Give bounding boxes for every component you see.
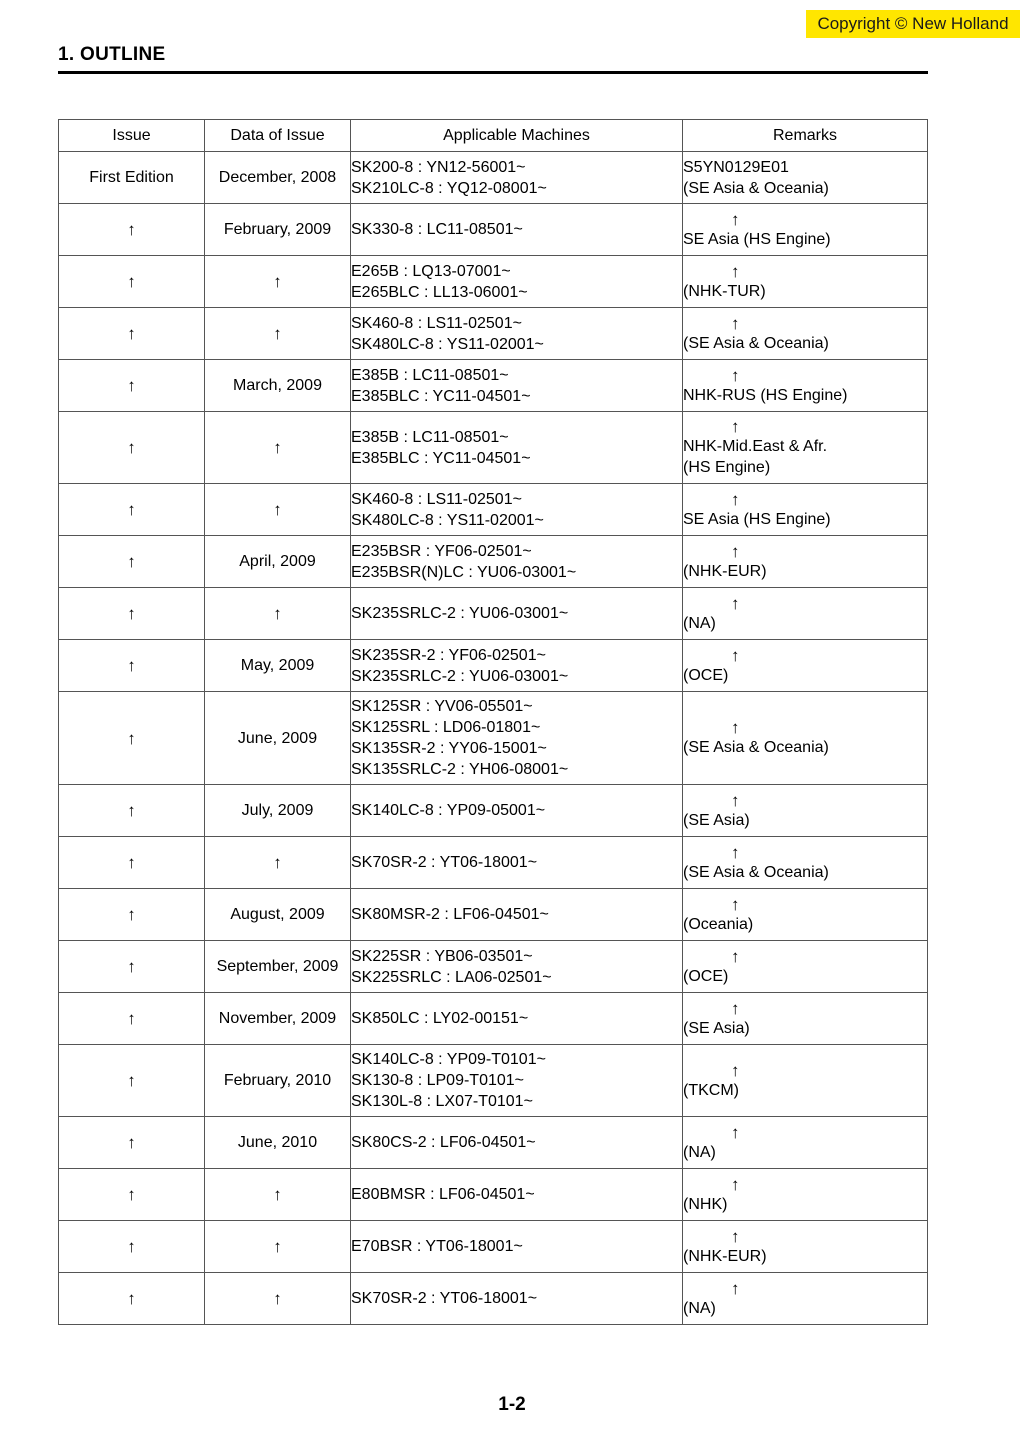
cell-issue <box>59 152 205 204</box>
machine-serial-line: E385BLC : YC11-04501~ <box>351 387 531 405</box>
same-as-above-arrow: ↑ <box>731 1174 740 1194</box>
machine-serial-line: SK225SR : YB06-03501~ <box>351 947 533 965</box>
cell-issue <box>59 692 205 785</box>
cell-remarks <box>683 1045 928 1117</box>
date-text: February, 2010 <box>223 1072 332 1089</box>
remark-line: (NHK) <box>683 1195 728 1213</box>
machine-serial-line: SK235SR-2 : YF06-02501~ <box>351 646 546 664</box>
same-as-above-arrow: ↑ <box>731 842 740 862</box>
table-row <box>59 536 928 588</box>
same-as-above-arrow: ↑ <box>127 500 136 519</box>
cell-applicable-machines <box>351 152 683 204</box>
remark-line: (NHK-EUR) <box>683 1247 767 1265</box>
same-as-above-arrow: ↑ <box>127 1133 136 1152</box>
machine-serial-line: SK135SR-2 : YY06-15001~ <box>351 740 547 757</box>
remark-line: (NA) <box>683 614 716 632</box>
same-as-above-arrow: ↑ <box>731 417 740 436</box>
cell-date-of-issue <box>205 204 351 256</box>
cell-issue <box>59 889 205 941</box>
same-as-above-arrow: ↑ <box>127 376 136 395</box>
cell-applicable-machines <box>351 640 683 692</box>
table-header-row <box>59 120 928 152</box>
same-as-above-arrow: ↑ <box>127 1185 136 1204</box>
cell-remarks <box>683 941 928 993</box>
cell-date-of-issue <box>205 692 351 785</box>
cell-remarks <box>683 640 928 692</box>
cell-remarks <box>683 412 928 484</box>
machine-serial-line: SK850LC : LY02-00151~ <box>351 1010 529 1027</box>
cell-date-of-issue <box>205 412 351 484</box>
same-as-above-arrow: ↑ <box>273 1237 282 1256</box>
cell-applicable-machines <box>351 785 683 837</box>
cell-remarks <box>683 692 928 785</box>
date-text: June, 2010 <box>237 1134 318 1151</box>
same-as-above-arrow: ↑ <box>731 313 740 333</box>
machine-serial-line: SK140LC-8 : YP09-05001~ <box>351 802 546 819</box>
same-as-above-arrow: ↑ <box>731 1226 740 1246</box>
table-row <box>59 1273 928 1325</box>
cell-date-of-issue <box>205 1169 351 1221</box>
table-row <box>59 588 928 640</box>
same-as-above-arrow: ↑ <box>731 209 740 229</box>
same-as-above-arrow: ↑ <box>731 1278 740 1298</box>
issue-history-table <box>58 119 928 1325</box>
machine-serial-line: SK460-8 : LS11-02501~ <box>351 490 522 508</box>
cell-applicable-machines <box>351 692 683 785</box>
machine-serial-line: SK135SRLC-2 : YH06-08001~ <box>351 761 569 778</box>
table-row <box>59 640 928 692</box>
cell-applicable-machines <box>351 1117 683 1169</box>
cell-remarks <box>683 889 928 941</box>
cell-date-of-issue <box>205 1117 351 1169</box>
same-as-above-arrow: ↑ <box>127 220 136 239</box>
same-as-above-arrow: ↑ <box>273 500 282 519</box>
cell-issue <box>59 1221 205 1273</box>
machine-serial-line: SK70SR-2 : YT06-18001~ <box>351 1290 538 1307</box>
cell-applicable-machines <box>351 256 683 308</box>
machine-serial-line: SK210LC-8 : YQ12-08001~ <box>351 179 547 197</box>
cell-date-of-issue <box>205 484 351 536</box>
table-row <box>59 1117 928 1169</box>
cell-issue <box>59 1045 205 1117</box>
cell-remarks <box>683 588 928 640</box>
cell-date-of-issue <box>205 536 351 588</box>
machine-serial-line: SK200-8 : YN12-56001~ <box>351 158 526 176</box>
same-as-above-arrow: ↑ <box>273 1289 282 1308</box>
cell-date-of-issue <box>205 1045 351 1117</box>
remark-line: NHK-Mid.East & Afr. <box>683 438 828 455</box>
date-text: July, 2009 <box>241 802 314 819</box>
table-row <box>59 692 928 785</box>
same-as-above-arrow: ↑ <box>127 905 136 924</box>
cell-remarks <box>683 1169 928 1221</box>
cell-remarks <box>683 204 928 256</box>
table-row <box>59 993 928 1045</box>
remark-line: SE Asia (HS Engine) <box>683 510 831 528</box>
cell-date-of-issue <box>205 1273 351 1325</box>
machine-serial-line: SK125SR : YV06-05501~ <box>351 698 533 715</box>
same-as-above-arrow: ↑ <box>273 438 282 457</box>
same-as-above-arrow: ↑ <box>127 1071 136 1090</box>
page-number: 1-2 <box>498 1394 526 1415</box>
table-row <box>59 889 928 941</box>
cell-applicable-machines <box>351 536 683 588</box>
machine-serial-line: E235BSR(N)LC : YU06-03001~ <box>351 563 577 581</box>
cell-date-of-issue <box>205 941 351 993</box>
date-text: November, 2009 <box>218 1010 337 1027</box>
cell-date-of-issue <box>205 785 351 837</box>
issue-text: First Edition <box>89 169 174 186</box>
same-as-above-arrow: ↑ <box>731 1122 740 1142</box>
same-as-above-arrow: ↑ <box>127 272 136 291</box>
cell-remarks <box>683 785 928 837</box>
remark-line: (Oceania) <box>683 915 754 933</box>
cell-date-of-issue <box>205 640 351 692</box>
same-as-above-arrow: ↑ <box>127 801 136 820</box>
header-issue: Issue <box>59 120 205 152</box>
same-as-above-arrow: ↑ <box>731 489 740 509</box>
same-as-above-arrow: ↑ <box>731 946 740 966</box>
table-row <box>59 152 928 204</box>
cell-applicable-machines <box>351 412 683 484</box>
cell-remarks <box>683 1273 928 1325</box>
cell-remarks <box>683 1117 928 1169</box>
table-row <box>59 1169 928 1221</box>
cell-issue <box>59 1117 205 1169</box>
date-text: August, 2009 <box>230 906 325 923</box>
same-as-above-arrow: ↑ <box>731 790 740 810</box>
remark-line: (SE Asia) <box>683 1019 750 1037</box>
date-text: September, 2009 <box>216 958 339 975</box>
same-as-above-arrow: ↑ <box>273 1185 282 1204</box>
cell-date-of-issue <box>205 889 351 941</box>
machine-serial-line: E385B : LC11-08501~ <box>351 428 509 446</box>
header-date-of-issue: Data of Issue <box>205 120 351 152</box>
cell-remarks <box>683 152 928 204</box>
machine-serial-line: SK130-8 : LP09-T0101~ <box>351 1072 525 1089</box>
cell-issue <box>59 1169 205 1221</box>
remark-line: (SE Asia & Oceania) <box>683 739 829 756</box>
cell-applicable-machines <box>351 1221 683 1273</box>
cell-issue <box>59 204 205 256</box>
table-row <box>59 1045 928 1117</box>
same-as-above-arrow: ↑ <box>731 261 740 281</box>
table-row <box>59 837 928 889</box>
machine-serial-line: SK460-8 : LS11-02501~ <box>351 314 522 332</box>
remark-line: S5YN0129E01 <box>683 158 789 176</box>
remark-line: (OCE) <box>683 967 729 985</box>
machine-serial-line: E265B : LQ13-07001~ <box>351 262 511 280</box>
table-body <box>59 152 928 1325</box>
machine-serial-line: SK480LC-8 : YS11-02001~ <box>351 335 544 353</box>
machine-serial-line: SK140LC-8 : YP09-T0101~ <box>351 1051 546 1068</box>
machine-serial-line: SK125SRL : LD06-01801~ <box>351 719 541 736</box>
cell-issue <box>59 993 205 1045</box>
same-as-above-arrow: ↑ <box>731 1060 740 1080</box>
same-as-above-arrow: ↑ <box>127 728 136 748</box>
machine-serial-line: SK80CS-2 : LF06-04501~ <box>351 1134 536 1151</box>
table-row <box>59 484 928 536</box>
same-as-above-arrow: ↑ <box>731 645 740 665</box>
date-text: May, 2009 <box>240 657 315 674</box>
remark-line: (SE Asia & Oceania) <box>683 863 829 881</box>
cell-issue <box>59 412 205 484</box>
remark-line: (SE Asia & Oceania) <box>683 334 829 352</box>
same-as-above-arrow: ↑ <box>127 853 136 872</box>
same-as-above-arrow: ↑ <box>731 593 740 613</box>
cell-issue <box>59 360 205 412</box>
machine-serial-line: SK130L-8 : LX07-T0101~ <box>351 1093 533 1110</box>
remark-line: (NA) <box>683 1143 716 1161</box>
cell-date-of-issue <box>205 308 351 360</box>
cell-remarks <box>683 484 928 536</box>
cell-applicable-machines <box>351 837 683 889</box>
header-applicable-machines: Applicable Machines <box>351 120 683 152</box>
same-as-above-arrow: ↑ <box>127 1289 136 1308</box>
machine-serial-line: E70BSR : YT06-18001~ <box>351 1238 523 1255</box>
cell-applicable-machines <box>351 204 683 256</box>
same-as-above-arrow: ↑ <box>127 1237 136 1256</box>
machine-serial-line: SK480LC-8 : YS11-02001~ <box>351 511 544 529</box>
cell-applicable-machines <box>351 484 683 536</box>
remark-line: SE Asia (HS Engine) <box>683 230 831 248</box>
cell-applicable-machines <box>351 1169 683 1221</box>
date-text: April, 2009 <box>239 553 316 570</box>
remark-line: (SE Asia) <box>683 811 750 829</box>
table-row <box>59 256 928 308</box>
machine-serial-line: E235BSR : YF06-02501~ <box>351 542 532 560</box>
table-row <box>59 941 928 993</box>
same-as-above-arrow: ↑ <box>127 604 136 623</box>
table-row <box>59 412 928 484</box>
same-as-above-arrow: ↑ <box>127 438 136 457</box>
cell-issue <box>59 1273 205 1325</box>
cell-issue <box>59 941 205 993</box>
same-as-above-arrow: ↑ <box>127 957 136 976</box>
cell-applicable-machines <box>351 941 683 993</box>
cell-remarks <box>683 308 928 360</box>
machine-serial-line: SK235SRLC-2 : YU06-03001~ <box>351 667 569 685</box>
remark-line: (HS Engine) <box>683 459 771 476</box>
section-title: 1. OUTLINE <box>58 44 166 65</box>
same-as-above-arrow: ↑ <box>731 541 740 561</box>
remark-line: (NA) <box>683 1299 716 1317</box>
cell-applicable-machines <box>351 889 683 941</box>
cell-applicable-machines <box>351 308 683 360</box>
table-row <box>59 360 928 412</box>
machine-serial-line: E80BMSR : LF06-04501~ <box>351 1186 535 1203</box>
remark-line: (NHK-TUR) <box>683 282 766 300</box>
machine-serial-line: E385B : LC11-08501~ <box>351 366 509 384</box>
same-as-above-arrow: ↑ <box>273 853 282 872</box>
cell-remarks <box>683 1221 928 1273</box>
cell-issue <box>59 588 205 640</box>
same-as-above-arrow: ↑ <box>273 604 282 623</box>
cell-remarks <box>683 837 928 889</box>
cell-date-of-issue <box>205 360 351 412</box>
remark-line: (NHK-EUR) <box>683 562 767 580</box>
cell-date-of-issue <box>205 152 351 204</box>
same-as-above-arrow: ↑ <box>127 1009 136 1028</box>
cell-remarks <box>683 993 928 1045</box>
date-text: February, 2009 <box>223 221 332 238</box>
machine-serial-line: SK80MSR-2 : LF06-04501~ <box>351 906 549 923</box>
cell-issue <box>59 536 205 588</box>
cell-applicable-machines <box>351 588 683 640</box>
same-as-above-arrow: ↑ <box>731 365 740 385</box>
date-text: December, 2008 <box>218 169 337 186</box>
same-as-above-arrow: ↑ <box>127 552 136 571</box>
cell-remarks <box>683 256 928 308</box>
table-row <box>59 308 928 360</box>
same-as-above-arrow: ↑ <box>731 998 740 1018</box>
same-as-above-arrow: ↑ <box>127 324 136 343</box>
cell-date-of-issue <box>205 837 351 889</box>
copyright-notice: Copyright © New Holland <box>806 10 1020 38</box>
cell-date-of-issue <box>205 993 351 1045</box>
same-as-above-arrow: ↑ <box>273 324 282 343</box>
machine-serial-line: E385BLC : YC11-04501~ <box>351 449 531 467</box>
cell-issue <box>59 837 205 889</box>
cell-remarks <box>683 536 928 588</box>
cell-issue <box>59 308 205 360</box>
cell-issue <box>59 785 205 837</box>
cell-date-of-issue <box>205 256 351 308</box>
cell-issue <box>59 256 205 308</box>
cell-applicable-machines <box>351 1273 683 1325</box>
table-row <box>59 1221 928 1273</box>
cell-issue <box>59 640 205 692</box>
cell-remarks <box>683 360 928 412</box>
header-remarks: Remarks <box>683 120 928 152</box>
remark-line: (OCE) <box>683 666 729 684</box>
same-as-above-arrow: ↑ <box>127 656 136 675</box>
date-text: March, 2009 <box>233 377 322 394</box>
machine-serial-line: E265BLC : LL13-06001~ <box>351 283 528 301</box>
cell-applicable-machines <box>351 360 683 412</box>
same-as-above-arrow: ↑ <box>731 894 740 914</box>
same-as-above-arrow: ↑ <box>731 718 740 737</box>
machine-serial-line: SK225SRLC : LA06-02501~ <box>351 968 552 986</box>
machine-serial-line: SK235SRLC-2 : YU06-03001~ <box>351 605 569 622</box>
machine-serial-line: SK330-8 : LC11-08501~ <box>351 221 523 238</box>
table-row <box>59 785 928 837</box>
cell-date-of-issue <box>205 1221 351 1273</box>
remark-line: (TKCM) <box>683 1081 739 1099</box>
cell-date-of-issue <box>205 588 351 640</box>
title-underline <box>58 71 928 74</box>
same-as-above-arrow: ↑ <box>273 272 282 291</box>
date-text: June, 2009 <box>237 729 318 747</box>
cell-applicable-machines <box>351 1045 683 1117</box>
remark-line: (SE Asia & Oceania) <box>683 179 829 197</box>
table-row <box>59 204 928 256</box>
cell-issue <box>59 484 205 536</box>
machine-serial-line: SK70SR-2 : YT06-18001~ <box>351 854 538 871</box>
cell-applicable-machines <box>351 993 683 1045</box>
remark-line: NHK-RUS (HS Engine) <box>683 386 848 404</box>
